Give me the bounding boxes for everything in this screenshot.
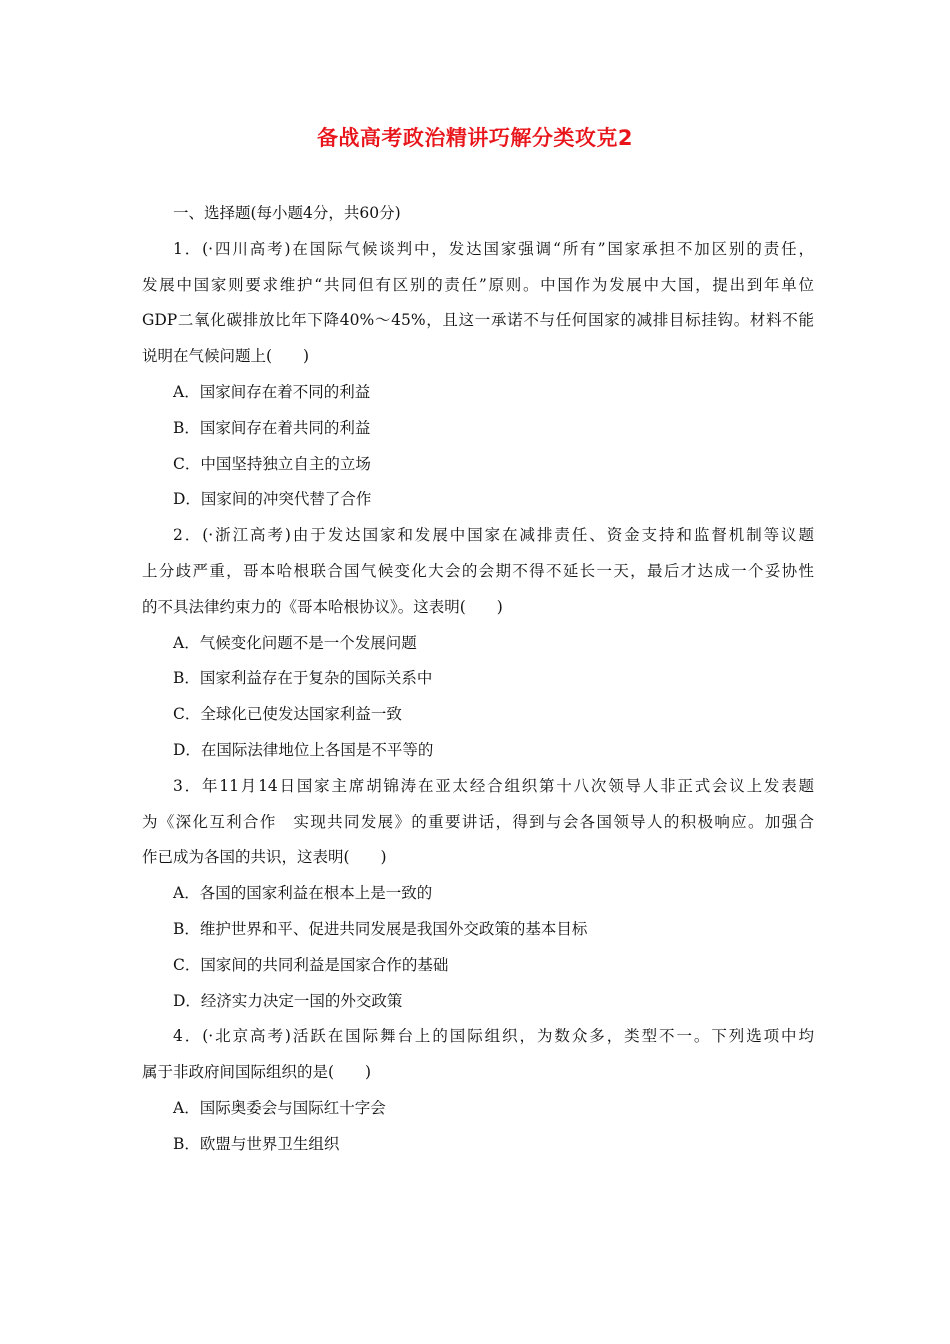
option-b: B．维护世界和平、促进共同发展是我国外交政策的基本目标 bbox=[173, 919, 588, 938]
question-text-line: 2．(·浙江高考)由于发达国家和发展中国家在减排责任、资金支持和监督机制等议题 bbox=[173, 526, 814, 545]
option-c: C．全球化已使发达国家利益一致 bbox=[173, 705, 402, 724]
option-a: A．国际奥委会与国际红十字会 bbox=[173, 1098, 386, 1117]
question-3 bbox=[142, 769, 814, 1020]
question-text-line: 说明在气候问题上( ) bbox=[142, 347, 310, 366]
question-text-line: 3．年11月14日国家主席胡锦涛在亚太经合组织第十八次领导人非正式会议上发表题 bbox=[173, 776, 814, 795]
document-title: 备战高考政治精讲巧解分类攻克2 bbox=[316, 126, 634, 150]
option-d: D．经济实力决定一国的外交政策 bbox=[173, 991, 403, 1010]
option-d: D．国家间的冲突代替了合作 bbox=[173, 490, 372, 509]
option-a: A．各国的国家利益在根本上是一致的 bbox=[173, 884, 433, 903]
option-b: B．国家间存在着共同的利益 bbox=[173, 418, 371, 437]
question-text-line: 属于非政府间国际组织的是( ) bbox=[142, 1063, 372, 1082]
option-c: C．中国坚持独立自主的立场 bbox=[173, 454, 371, 473]
option-a: A．国家间存在着不同的利益 bbox=[173, 382, 371, 401]
question-text-line: GDP二氧化碳排放比年下降40%～45%，且这一承诺不与任何国家的减排目标挂钩。材料不能 bbox=[142, 311, 814, 330]
document-body bbox=[142, 196, 814, 1163]
section-heading: 一、选择题(每小题4分，共60分) bbox=[173, 204, 401, 222]
question-text-line: 发展中国家则要求维护“共同但有区别的责任”原则。中国作为发展中大国，提出到年单位 bbox=[142, 275, 814, 294]
question-text-line: 作已成为各国的共识，这表明( ) bbox=[142, 848, 387, 867]
question-text-line: 1．(·四川高考)在国际气候谈判中，发达国家强调“所有”国家承担不加区别的责任， bbox=[173, 239, 814, 258]
question-text-line: 上分歧严重，哥本哈根联合国气候变化大会的会期不得不延长一天，最后才达成一个妥协性 bbox=[142, 561, 814, 580]
question-4 bbox=[142, 1019, 814, 1162]
option-b: B．欧盟与世界卫生组织 bbox=[173, 1134, 340, 1153]
question-1 bbox=[142, 232, 814, 518]
option-c: C．国家间的共同利益是国家合作的基础 bbox=[173, 955, 449, 974]
option-a: A．气候变化问题不是一个发展问题 bbox=[173, 633, 417, 652]
question-text-line: 4．(·北京高考)活跃在国际舞台上的国际组织，为数众多，类型不一。下列选项中均 bbox=[173, 1027, 814, 1046]
question-2 bbox=[142, 518, 814, 769]
option-d: D．在国际法律地位上各国是不平等的 bbox=[173, 740, 434, 759]
question-text-line: 为《深化互利合作 实现共同发展》的重要讲话，得到与会各国领导人的积极响应。加强合 bbox=[142, 812, 814, 831]
option-b: B．国家利益存在于复杂的国际关系中 bbox=[173, 669, 433, 688]
question-text-line: 的不具法律约束力的《哥本哈根协议》。这表明( ) bbox=[142, 597, 503, 616]
